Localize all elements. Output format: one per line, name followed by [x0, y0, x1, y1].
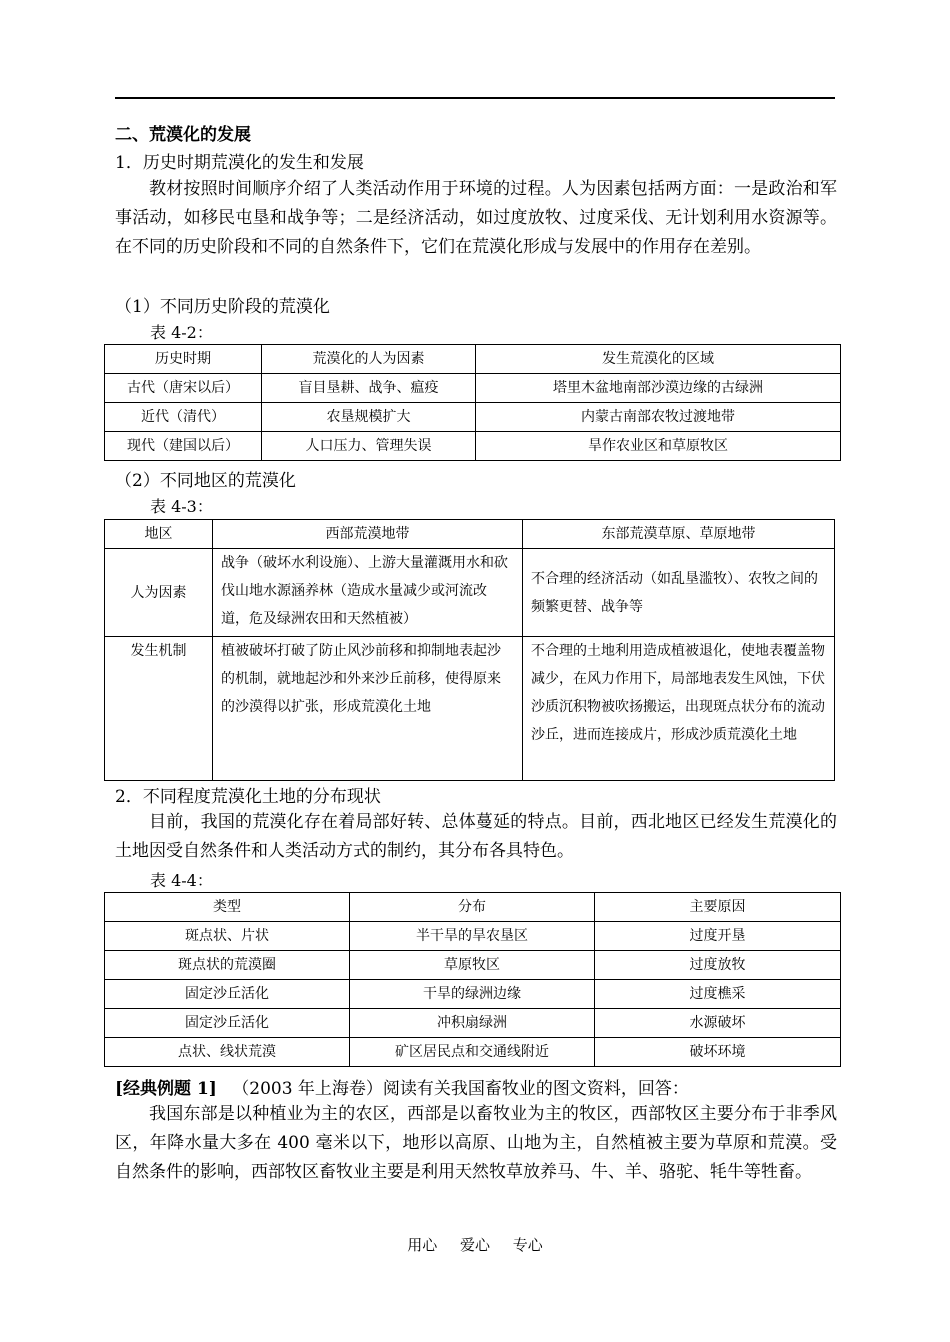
- table-row: [105, 922, 841, 951]
- table-row: [105, 1038, 841, 1067]
- table-cell: 水源破坏: [595, 1009, 841, 1038]
- paragraph-2: 目前，我国的荒漠化存在着局部好转、总体蔓延的特点。目前，西北地区已经发生荒漠化的土地因受自然条件和人类活动方式的制约，其分布各具特色。: [115, 812, 837, 861]
- header-cell: 分布: [350, 893, 595, 922]
- table-row: [105, 637, 835, 781]
- table-cell: 塔里木盆地南部沙漠边缘的古绿洲: [476, 374, 841, 403]
- table-cell: 人口压力、管理失误: [262, 432, 476, 461]
- subsection-title-1a: （1）不同历史阶段的荒漠化: [115, 297, 330, 317]
- table-row: [105, 951, 841, 980]
- table-4-4: [104, 892, 841, 1067]
- row-label-cell: 发生机制: [105, 637, 213, 781]
- table-cell: 不合理的土地利用造成植被退化，使地表覆盖物减少，在风力作用下，局部地表发生风蚀，下伏沙质沉积物被吹扬搬运，出现斑点状分布的流动沙丘，进而连接成片，形成沙质荒漠化土地: [523, 637, 835, 781]
- table-row: [105, 980, 841, 1009]
- table-header-row: [105, 345, 841, 374]
- example-tag: [经典例题 1]: [115, 1079, 217, 1099]
- table-row: [105, 374, 841, 403]
- header-cell: 西部荒漠地带: [213, 520, 523, 549]
- subsection-title-1b: （2）不同地区的荒漠化: [115, 471, 296, 491]
- table-cell: 固定沙丘活化: [105, 980, 350, 1009]
- table-cell: 过度放牧: [595, 951, 841, 980]
- table-header-row: [105, 893, 841, 922]
- table-cell: 固定沙丘活化: [105, 1009, 350, 1038]
- header-cell: 发生荒漠化的区域: [476, 345, 841, 374]
- footer-item: 用心: [407, 1236, 438, 1254]
- header-rule: [115, 97, 835, 99]
- table-cell: 干旱的绿洲边缘: [350, 980, 595, 1009]
- table-row: [105, 403, 841, 432]
- table-cell: 内蒙古南部农牧过渡地带: [476, 403, 841, 432]
- table-row: [105, 549, 835, 637]
- table-cell: 斑点状的荒漠圈: [105, 951, 350, 980]
- header-cell: 历史时期: [105, 345, 262, 374]
- table4-label: 表 4-4：: [150, 871, 213, 890]
- header-cell: 地区: [105, 520, 213, 549]
- table-cell: 不合理的经济活动（如乱垦滥牧）、农牧之间的频繁更替、战争等: [523, 549, 835, 637]
- footer-item: 爱心: [459, 1236, 490, 1254]
- table-cell: 植被破坏打破了防止风沙前移和抑制地表起沙的机制，就地起沙和外来沙丘前移，使得原来的沙漠得以扩张，形成荒漠化土地: [213, 637, 523, 781]
- row-label-cell: 人为因素: [105, 549, 213, 637]
- table-cell: 近代（清代）: [105, 403, 262, 432]
- table-row: [105, 432, 841, 461]
- table-4-2: [104, 344, 841, 461]
- table-row: [105, 1009, 841, 1038]
- table-cell: 斑点状、片状: [105, 922, 350, 951]
- table-cell: 半干旱的旱农垦区: [350, 922, 595, 951]
- table-cell: 点状、线状荒漠: [105, 1038, 350, 1067]
- paragraph-1: 教材按照时间顺序介绍了人类活动作用于环境的过程。人为因素包括两方面：一是政治和军事活动，如移民屯垦和战争等；二是经济活动，如过度放牧、过度采伐、无计划利用水资源等。在不同的历史阶段和不同的自然条件下，它们在荒漠化形成与发展中的作用存在差别。: [115, 179, 837, 257]
- subsection-title-1: 1．历史时期荒漠化的发生和发展: [115, 153, 364, 173]
- header-cell: 荒漠化的人为因素: [262, 345, 476, 374]
- table-cell: 冲积扇绿洲: [350, 1009, 595, 1038]
- table3-label: 表 4-3：: [150, 497, 213, 516]
- table-cell: 旱作农业区和草原牧区: [476, 432, 841, 461]
- table-cell: 古代（唐宋以后）: [105, 374, 262, 403]
- table-cell: 矿区居民点和交通线附近: [350, 1038, 595, 1067]
- table-cell: 过度樵采: [595, 980, 841, 1009]
- table-cell: 现代（建国以后）: [105, 432, 262, 461]
- header-cell: 主要原因: [595, 893, 841, 922]
- example-line: [115, 1074, 689, 1099]
- example-intro: （2003 年上海卷）阅读有关我国畜牧业的图文资料，回答：: [232, 1079, 689, 1099]
- table-cell: 破坏环境: [595, 1038, 841, 1067]
- table-cell: 过度开垦: [595, 922, 841, 951]
- header-cell: 东部荒漠草原、草原地带: [523, 520, 835, 549]
- table-cell: 草原牧区: [350, 951, 595, 980]
- table-cell: 战争（破坏水利设施）、上游大量灌溉用水和砍伐山地水源涵养林（造成水量减少或河流改道，危及绿洲农田和天然植被）: [213, 549, 523, 637]
- page-footer: [0, 1234, 950, 1255]
- table-cell: 农垦规模扩大: [262, 403, 476, 432]
- table-cell: 盲目垦耕、战争、瘟疫: [262, 374, 476, 403]
- example-text: 我国东部是以种植业为主的农区，西部是以畜牧业为主的牧区，西部牧区主要分布于非季风区，年降水量大多在 400 毫米以下，地形以高原、山地为主，自然植被主要为草原和荒漠。受自然条件的影响，西部牧区畜牧业主要是利用天然牧草放养马、牛、羊、骆驼、牦牛等牲畜。: [115, 1104, 837, 1182]
- table2-label: 表 4-2：: [150, 323, 213, 342]
- header-cell: 类型: [105, 893, 350, 922]
- section-heading: 二、荒漠化的发展: [115, 125, 251, 145]
- subsection-title-2: 2．不同程度荒漠化土地的分布现状: [115, 787, 381, 807]
- table-header-row: [105, 520, 835, 549]
- table-4-3: [104, 519, 835, 781]
- footer-item: 专心: [512, 1236, 543, 1254]
